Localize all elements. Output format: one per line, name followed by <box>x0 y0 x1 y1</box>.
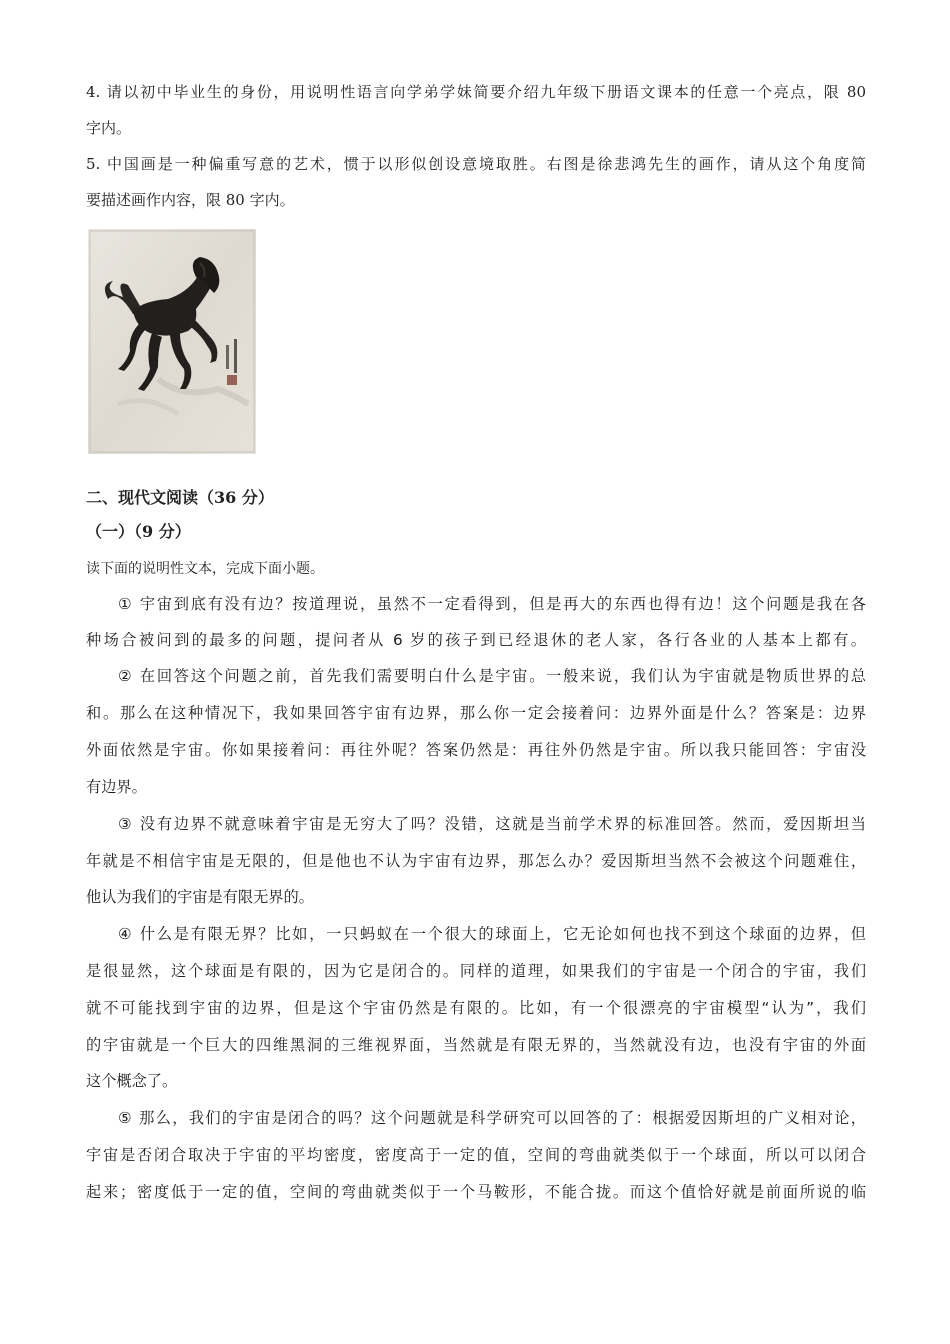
article-line: 的宇宙就是一个巨大的四维黑洞的三维视界面，当然就是有限无界的，当然就没有边，也没有宇宙的外面 <box>86 1036 866 1054</box>
section-title: 二、现代文阅读（36 分） <box>86 488 274 507</box>
article-line: 有边界。 <box>86 778 147 796</box>
article-line: 年就是不相信宇宙是无限的，但是他也不认为宇宙有边界，那怎么办？爱因斯坦当然不会被这个问题难住， <box>86 852 866 870</box>
section-subtitle: （一）（9 分） <box>86 522 191 541</box>
horse-painting-image <box>88 229 256 454</box>
article-line: 这个概念了。 <box>86 1072 178 1090</box>
article-line: 外面依然是宇宙。你如果接着问：再往外呢？答案仍然是：再往外仍然是宇宙。所以我只能回答：宇宙没 <box>86 741 866 759</box>
article-line: 是很显然，这个球面是有限的，因为它是闭合的。同样的道理，如果我们的宇宙是一个闭合的宇宙，我们 <box>86 962 866 980</box>
article-line: ③ 没有边界不就意味着宇宙是无穷大了吗？没错，这就是当前学术界的标准回答。然而，爱因斯坦当 <box>118 815 866 833</box>
article-line: 宇宙是否闭合取决于宇宙的平均密度，密度高于一定的值，空间的弯曲就类似于一个球面，所以可以闭合 <box>86 1146 866 1164</box>
article-line: 和。那么在这种情况下，我如果回答宇宙有边界，那么你一定会接着问：边界外面是什么？答案是：边界 <box>86 704 866 722</box>
question-5-line-2: 要描述画作内容，限 80 字内。 <box>86 191 295 209</box>
question-4-line-1: 4. 请以初中毕业生的身份，用说明性语言向学弟学妹简要介绍九年级下册语文课本的任意一个亮点，限 80 <box>86 83 866 101</box>
question-5-line-1: 5. 中国画是一种偏重写意的艺术，惯于以形似创设意境取胜。右图是徐悲鸿先生的画作，请从这个角度简 <box>86 155 866 173</box>
article-line: ⑤ 那么，我们的宇宙是闭合的吗？这个问题就是科学研究可以回答的了：根据爱因斯坦的广义相对论， <box>118 1109 866 1127</box>
article-line: ② 在回答这个问题之前，首先我们需要明白什么是宇宙。一般来说，我们认为宇宙就是物质世界的总 <box>118 667 866 685</box>
reading-instruction: 读下面的说明性文本，完成下面小题。 <box>86 561 324 577</box>
article-line: 种场合被问到的最多的问题，提问者从 6 岁的孩子到已经退休的老人家，各行各业的人基本上都有。 <box>86 631 866 649</box>
article-line: 就不可能找到宇宙的边界，但是这个宇宙仍然是有限的。比如，有一个很漂亮的宇宙模型“认为”，我们 <box>86 999 866 1017</box>
article-line: 他认为我们的宇宙是有限无界的。 <box>86 888 314 906</box>
article-line: ④ 什么是有限无界？比如，一只蚂蚁在一个很大的球面上，它无论如何也找不到这个球面的边界，但 <box>118 925 866 943</box>
article-line: 起来；密度低于一定的值，空间的弯曲就类似于一个马鞍形，不能合拢。而这个值恰好就是前面所说的临 <box>86 1183 866 1201</box>
question-4-line-2: 字内。 <box>86 119 132 137</box>
article-line: ① 宇宙到底有没有边？按道理说，虽然不一定看得到，但是再大的东西也得有边！这个问题是我在各 <box>118 595 866 613</box>
